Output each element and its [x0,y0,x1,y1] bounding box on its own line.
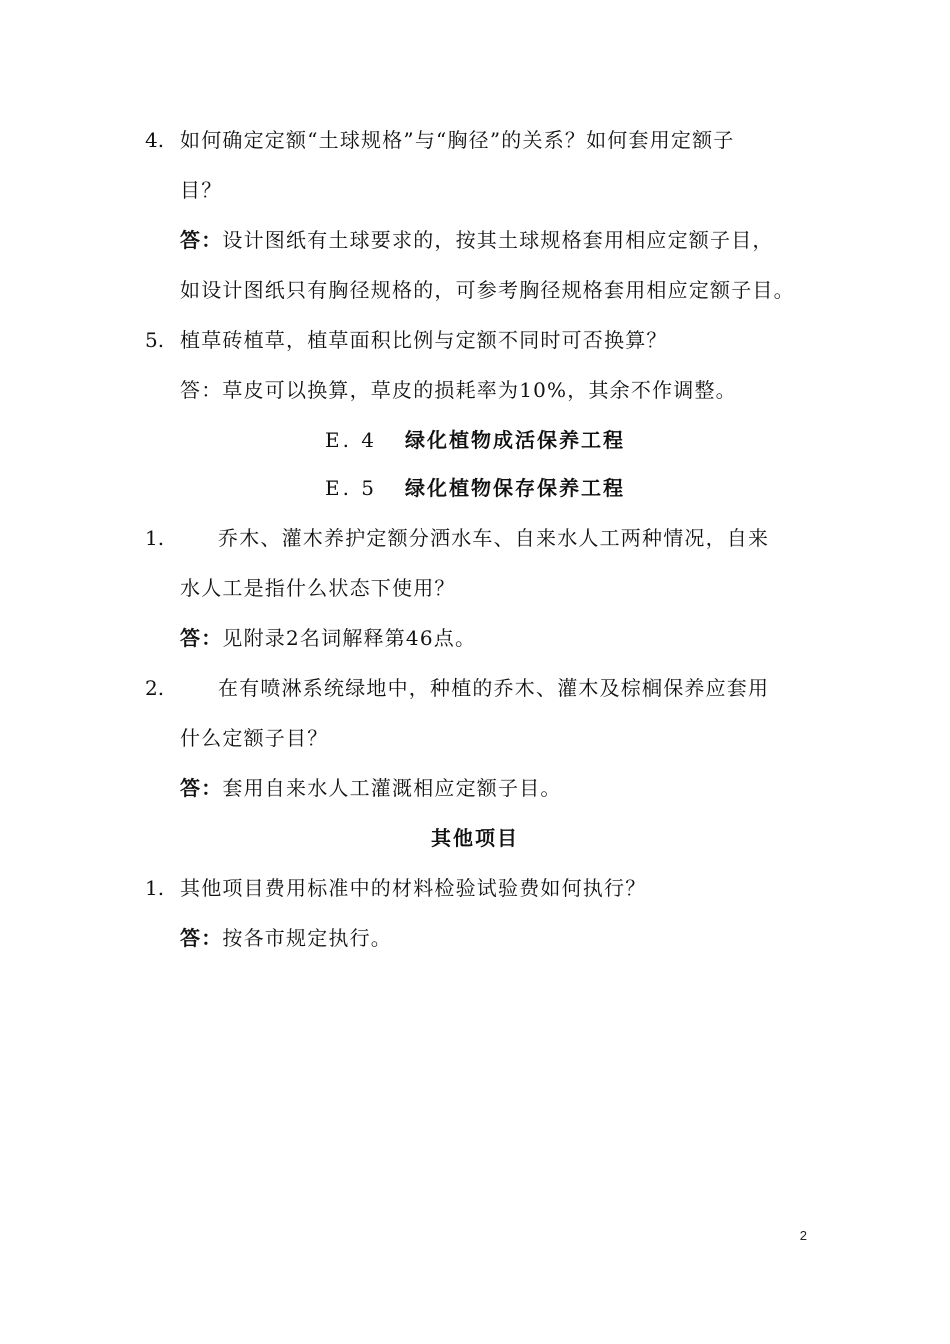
e5-question-1-line-2 [0,568,950,608]
question-text: 如何确定定额“土球规格”与“胸径”的关系？如何套用定额子 [180,128,735,152]
answer-label: 答： [180,776,223,800]
e5-question-2-line-2 [0,718,950,758]
question-text: 其他项目费用标准中的材料检验试验费如何执行？ [180,876,647,900]
question-number: 4. [145,128,165,152]
question-5-line-1 [0,320,950,360]
answer-4-line-1 [0,220,950,260]
answer-paragraph [180,768,562,808]
answer-paragraph [180,220,774,260]
question-text: 植草砖植草，植草面积比例与定额不同时可否换算？ [180,328,668,352]
question-4-line-1 [0,120,950,160]
question-text: 乔木、灌木养护定额分洒水车、自来水人工两种情况，自来 [218,526,770,550]
section-heading-other [0,818,950,858]
section-title: 其他项目 [431,826,519,850]
question-text-continued: 水人工是指什么状态下使用？ [180,576,456,600]
section-heading-e5 [0,468,950,508]
question-text: 在有喷淋系统绿地中，种植的乔木、灌木及棕榈保养应套用 [218,676,770,700]
question-text-continued: 目？ [180,178,223,202]
section-number: E. 4 [324,428,378,452]
answer-text: 套用自来水人工灌溉相应定额子目。 [222,776,562,800]
answer-text: 见附录2名词解释第46点。 [222,626,477,650]
answer-paragraph [180,370,737,410]
question-number: 1. [145,876,165,900]
e5-answer-1 [0,618,950,658]
answer-text-continued: 如设计图纸只有胸径规格的，可参考胸径规格套用相应定额子目。 [180,278,795,302]
question-text-continued: 什么定额子目？ [180,726,329,750]
answer-text: 草皮可以换算，草皮的损耗率为10%，其余不作调整。 [222,378,737,402]
answer-paragraph [180,618,476,658]
section-number: E. 5 [324,476,378,500]
e5-question-1-line-1 [0,518,950,558]
section-heading-e4 [0,420,950,460]
answer-label: 答： [180,378,223,402]
other-answer-1 [0,918,950,958]
section-title: 绿化植物保存保养工程 [405,476,626,500]
answer-text: 设计图纸有土球要求的，按其土球规格套用相应定额子目， [222,228,774,252]
answer-label: 答： [180,626,223,650]
answer-4-line-2 [0,270,950,310]
page-number: 2 [799,1228,807,1243]
question-number: 2. [145,676,165,700]
question-number: 1. [145,526,165,550]
question-number: 5. [145,328,165,352]
section-title: 绿化植物成活保养工程 [405,428,626,452]
answer-label: 答： [180,228,223,252]
question-4-line-2 [0,170,950,210]
answer-5-line-1 [0,370,950,410]
other-question-1 [0,868,950,908]
answer-text: 按各市规定执行。 [222,926,393,950]
e5-answer-2 [0,768,950,808]
answer-paragraph [180,918,392,958]
e5-question-2-line-1 [0,668,950,708]
answer-label: 答： [180,926,223,950]
